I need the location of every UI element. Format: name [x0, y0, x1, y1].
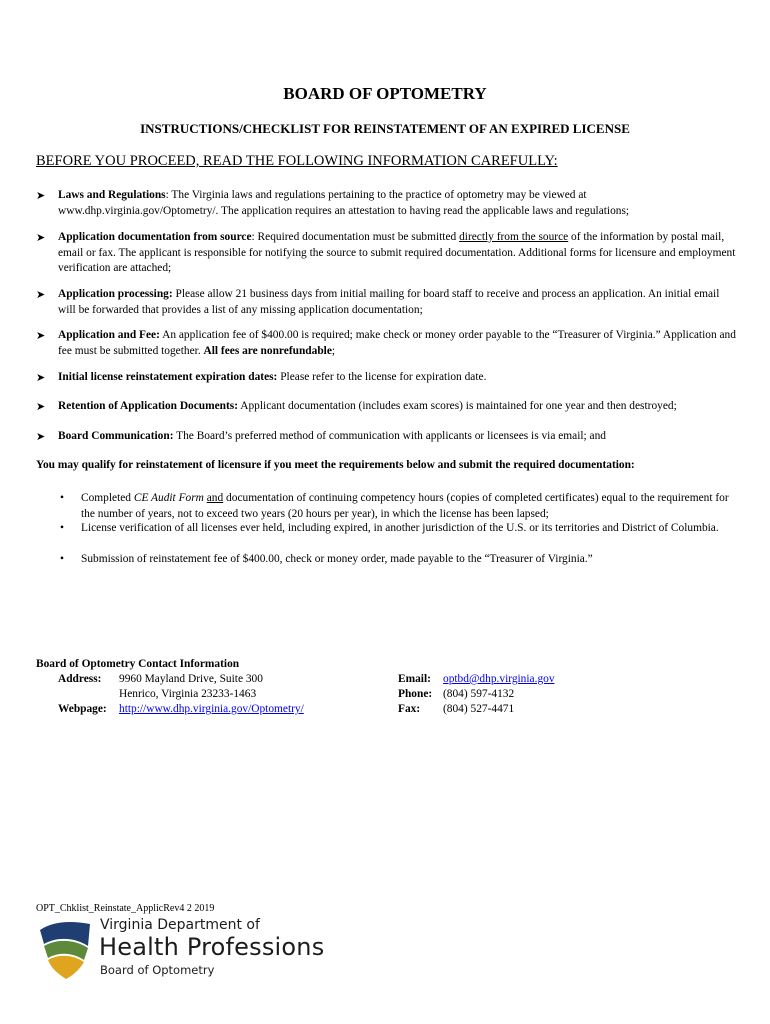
fax-number: (804) 527-4471 — [443, 703, 515, 715]
info-item-fee — [36, 328, 736, 359]
round-bullet-icon: • — [60, 553, 64, 565]
address-label: Address: — [58, 673, 102, 685]
info-item-heading: Application processing: — [58, 288, 173, 300]
info-item-expiration — [36, 370, 736, 386]
info-item-heading: Application and Fee: — [58, 329, 160, 341]
requirement-fee — [60, 552, 736, 568]
info-item-text: The Board’s preferred method of communication with applicants or licensees is via email; and — [173, 430, 607, 442]
info-item-communication — [36, 429, 736, 445]
email-label: Email: — [398, 673, 431, 685]
arrow-bullet-icon: ➤ — [36, 329, 46, 342]
info-item-heading: Board Communication: — [58, 430, 174, 442]
info-item-text: : The Virginia laws and regulations pertaining to the practice of optometry may be viewed at www.dhp.virginia.gov/Optometry/. The application requires an attestation to having read the applicable laws and regulations; — [58, 189, 630, 217]
info-item-text: : Required documentation must be submitted — [251, 231, 460, 243]
email-label-wrap — [398, 672, 431, 688]
contact-heading-text: Board of Optometry Contact Information — [36, 658, 240, 670]
document-title: BOARD OF OPTOMETRY — [283, 84, 487, 103]
requirement-text: Completed — [81, 492, 134, 504]
contact-heading — [36, 657, 239, 673]
arrow-bullet-icon: ➤ — [36, 430, 46, 443]
arrow-bullet-icon: ➤ — [36, 231, 46, 244]
info-item-heading: Initial license reinstatement expiration dates: — [58, 371, 278, 383]
info-item-text: Please refer to the license for expiration date. — [277, 371, 487, 383]
arrow-bullet-icon: ➤ — [36, 371, 46, 384]
info-item-laws — [36, 188, 736, 219]
phone-label: Phone: — [398, 688, 433, 700]
requirement-text-continued: documentation of continuing competency hours (copies of completed certificates) equal to the requirement for the number of years, not to exceed two years (20 hours per year), in which the license has been lapsed; — [81, 492, 729, 520]
requirement-license-verification — [60, 521, 736, 537]
email-link[interactable]: optbd@dhp.virginia.gov — [443, 673, 555, 685]
address-line-1: 9960 Mayland Drive, Suite 300 — [119, 673, 263, 685]
requirement-ce-audit — [60, 491, 736, 522]
arrow-bullet-icon: ➤ — [36, 400, 46, 413]
logo-department-text: Virginia Department of — [100, 917, 260, 933]
round-bullet-icon: • — [60, 492, 64, 504]
nonrefundable-notice: All fees are nonrefundable — [203, 344, 332, 357]
document-subtitle: INSTRUCTIONS/CHECKLIST FOR REINSTATEMENT OF AN EXPIRED LICENSE — [140, 121, 630, 136]
fax-label-wrap — [398, 702, 420, 718]
info-item-text: Please allow 21 business days from initial mailing for board staff to receive and process an application. An initial email will be forwarded that provides a list of any missing application documentation; — [58, 288, 720, 316]
webpage-label-wrap — [58, 702, 107, 718]
info-item-text-continued: ; — [331, 344, 336, 357]
qualification-statement: You may qualify for reinstatement of licensure if you meet the requirements below and submit the required documentation: — [36, 459, 635, 471]
info-item-text-continued: of the information by postal mail, email or fax. The applicant is responsible for notifying the source to submit required documentation. Additional forms for licensure and employment verification are attached; — [58, 231, 736, 274]
address-label-wrap — [58, 672, 118, 688]
phone-label-wrap — [398, 687, 432, 703]
info-item-heading: Laws and Regulations — [58, 189, 166, 201]
logo-board-name: Board of Optometry — [100, 963, 215, 977]
fax-label: Fax: — [398, 703, 421, 715]
emphasis-underlined: directly from the source — [459, 231, 569, 243]
requirement-text: Submission of reinstatement fee of $400.00, check or money order, made payable to the “Treasurer of Virginia.” — [81, 553, 593, 565]
round-bullet-icon: • — [60, 522, 64, 534]
info-item-text: An application fee of $400.00 is required; make check or money order payable to the “Treasurer of Virginia.” Application and fee must be submitted together. — [58, 329, 736, 357]
webpage-link[interactable]: http://www.dhp.virginia.gov/Optometry/ — [119, 703, 304, 715]
phone-number: (804) 597-4132 — [443, 688, 515, 700]
requirement-text: License verification of all licenses ever held, including expired, in another jurisdiction of the U.S. or its territories and District of Columbia. — [81, 522, 719, 534]
ce-audit-form-name: CE Audit Form — [133, 492, 204, 504]
logo-agency-name: Health Professions — [99, 933, 325, 961]
form-revision-code: OPT_Chklist_Reinstate_ApplicRev4 2 2019 — [36, 903, 215, 914]
arrow-bullet-icon: ➤ — [36, 288, 46, 301]
info-item-processing — [36, 287, 736, 318]
info-item-heading: Application documentation from source — [58, 231, 252, 243]
info-item-documentation — [36, 230, 736, 277]
dhp-shield-logo-icon — [38, 916, 94, 980]
info-item-heading: Retention of Application Documents: — [58, 400, 239, 412]
info-item-retention — [36, 399, 736, 415]
read-carefully-notice: BEFORE YOU PROCEED, READ THE FOLLOWING INFORMATION CAREFULLY: — [36, 153, 558, 169]
address-line-2: Henrico, Virginia 23233-1463 — [119, 688, 257, 700]
emphasis-underlined: and — [206, 492, 224, 504]
webpage-label: Webpage: — [58, 703, 107, 715]
info-item-text: Applicant documentation (includes exam scores) is maintained for one year and then destroyed; — [238, 400, 677, 412]
arrow-bullet-icon: ➤ — [36, 189, 46, 202]
